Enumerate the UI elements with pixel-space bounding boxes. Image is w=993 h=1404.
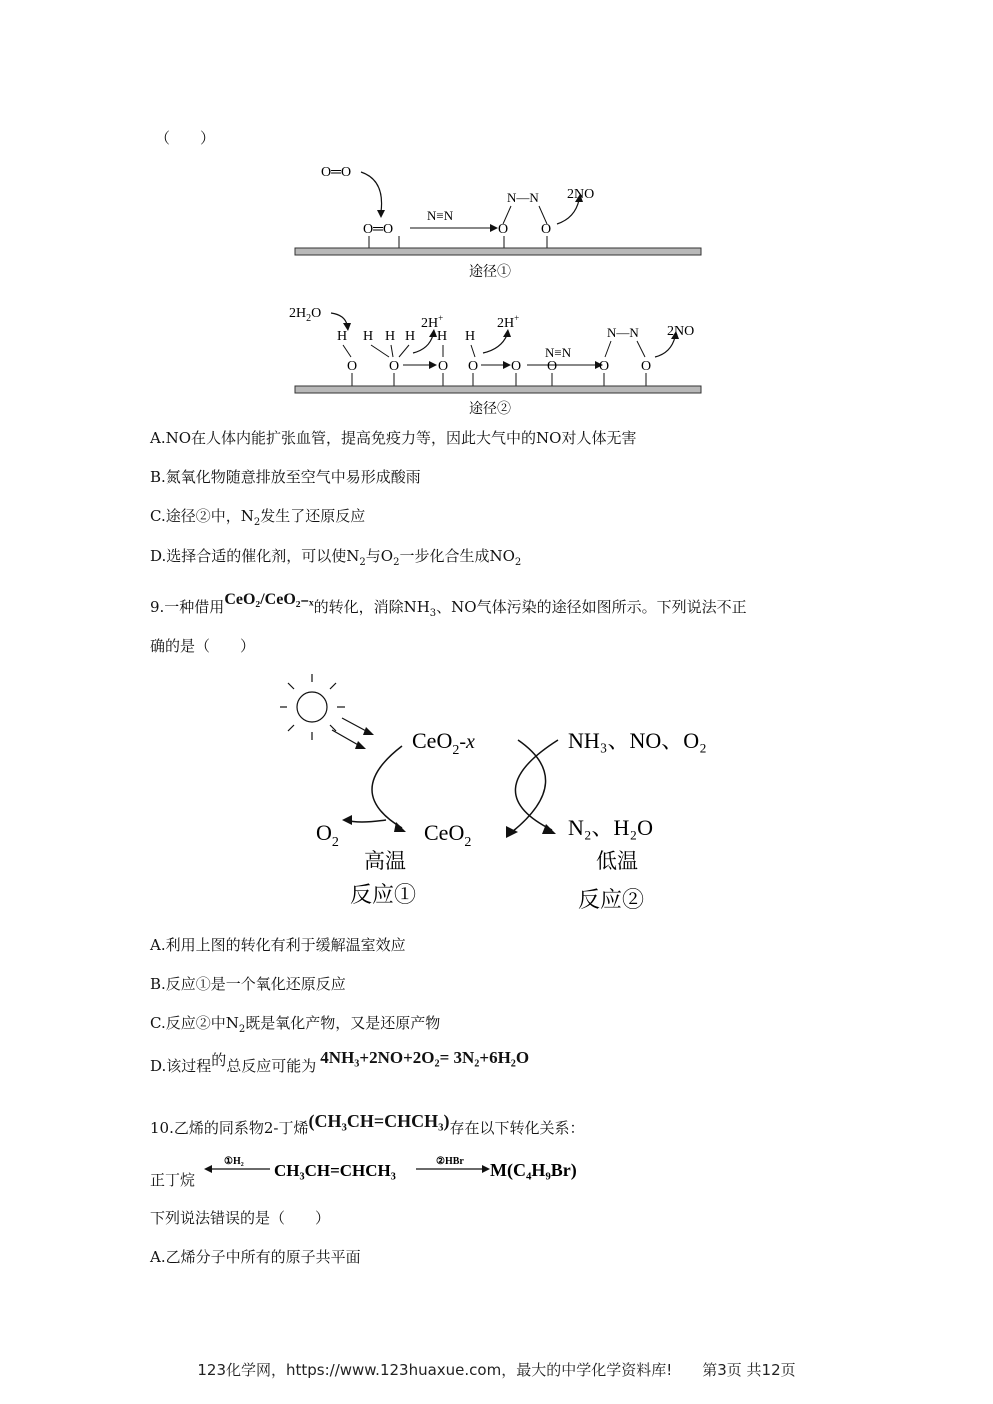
q9-option-d: D.该过程的总反应可能为 4NH₃+2NO+2O₂= 3N₂+6H₂O <box>150 1048 530 1075</box>
route1-diagram <box>285 150 715 285</box>
o2-molecule-top: O═O <box>321 165 352 180</box>
n2-molecule: N≡N <box>427 208 454 223</box>
q9-formula: CeO₂/CeO₂₋ₓ <box>224 591 314 608</box>
reaction1-label: 反应① <box>350 882 417 907</box>
svg-text:N≡N: N≡N <box>545 345 572 360</box>
o-atom-2: O <box>541 222 552 237</box>
svg-text:H: H <box>405 329 416 344</box>
sun-icon <box>280 674 345 740</box>
hplus-2: 2H+ <box>497 313 520 331</box>
products-label: N₂、H₂O <box>568 815 654 840</box>
arrow2-label: ②HBr <box>436 1156 464 1167</box>
arrow1-label: ①H₂ <box>224 1156 244 1167</box>
svg-text:O: O <box>468 359 479 374</box>
svg-text:H: H <box>465 329 476 344</box>
svg-text:O: O <box>547 359 558 374</box>
ceo2-label: CeO$_2$ <box>424 820 472 850</box>
ceo2-cycle-diagram <box>280 672 740 922</box>
svg-text:O: O <box>389 359 400 374</box>
q10-option-a: A.乙烯分子中所有的原子共平面 <box>150 1248 361 1266</box>
q9-stem-line2: 确的是（ ） <box>150 637 256 655</box>
svg-text:H: H <box>437 329 448 344</box>
svg-text:H: H <box>385 329 396 344</box>
svg-text:2NO: 2NO <box>667 324 695 339</box>
route2-caption: 途径② <box>469 402 511 417</box>
svg-text:N—N: N—N <box>607 325 639 340</box>
high-temp-label: 高温 <box>364 849 406 873</box>
q8-option-c: C.途径②中，$N_2$发生了还原反应 <box>150 507 366 528</box>
svg-text:O: O <box>641 359 652 374</box>
reactants-label: NH₃、NO、O₂ <box>568 728 707 753</box>
ceo2x-label: CeO$_2$-x <box>412 728 475 758</box>
svg-text:O: O <box>599 359 610 374</box>
q10-formula: (CH₃CH=CHCH₃) <box>308 1111 450 1131</box>
svg-text:O: O <box>438 359 449 374</box>
q10-butane: 正丁烷 <box>150 1171 196 1189</box>
middle-compound: CH₃CH=CHCH₃ <box>274 1161 396 1180</box>
nn-group: N—N <box>507 190 539 205</box>
svg-text:H: H <box>363 329 374 344</box>
water-label: $2H_2O$ <box>289 306 322 324</box>
svg-text:O: O <box>347 359 358 374</box>
product-compound: M(C₄H₉Br) <box>490 1160 577 1180</box>
q8-option-b: B.氮氧化物随意排放至空气中易形成酸雨 <box>150 468 421 486</box>
o2-label: $O_2$ <box>316 820 339 850</box>
route1-caption: 途径① <box>469 265 511 280</box>
product-2no: 2NO <box>567 187 595 202</box>
svg-text:O: O <box>511 359 522 374</box>
o-atom-1: O <box>498 222 509 237</box>
route2-diagram <box>285 295 715 420</box>
o2-surface: O═O <box>363 222 394 237</box>
low-temp-label: 低温 <box>596 849 638 873</box>
svg-text:H: H <box>337 329 348 344</box>
hplus-1: 2H+ <box>421 313 444 331</box>
q8-option-d: D.选择合适的催化剂，可以使$N_2$与$O_2$一步化合生成$NO_2$ <box>150 547 522 568</box>
q9-stem: 9.一种借用CeO₂/CeO₂₋ₓ的转化，消除$NH_3$、NO气体污染的途径如图所示。下列说法不正 <box>150 591 747 619</box>
reaction2-label: 反应② <box>578 887 645 912</box>
page-footer: 123化学网，https://www.123huaxue.com，最大的中学化学资料库! 第3页 共12页 <box>197 1361 796 1379</box>
q10-reaction-scheme <box>200 1152 620 1188</box>
q9-option-c: C.反应②中$N_2$既是氧化产物，又是还原产物 <box>150 1014 441 1035</box>
q9-equation: 4NH₃+2NO+2O₂= 3N₂+6H₂O <box>320 1048 530 1067</box>
question-paren: （ ） <box>155 129 216 147</box>
q9-option-a: A.利用上图的转化有利于缓解温室效应 <box>150 936 406 954</box>
q8-option-a: A.NO在人体内能扩张血管，提高免疫力等，因此大气中的NO对人体无害 <box>150 429 637 447</box>
q9-option-b: B.反应①是一个氧化还原反应 <box>150 975 346 993</box>
q10-stem: 10.乙烯的同系物2-丁烯(CH₃CH=CHCH₃)存在以下转化关系： <box>150 1111 585 1137</box>
q10-question: 下列说法错误的是（ ） <box>150 1209 331 1227</box>
